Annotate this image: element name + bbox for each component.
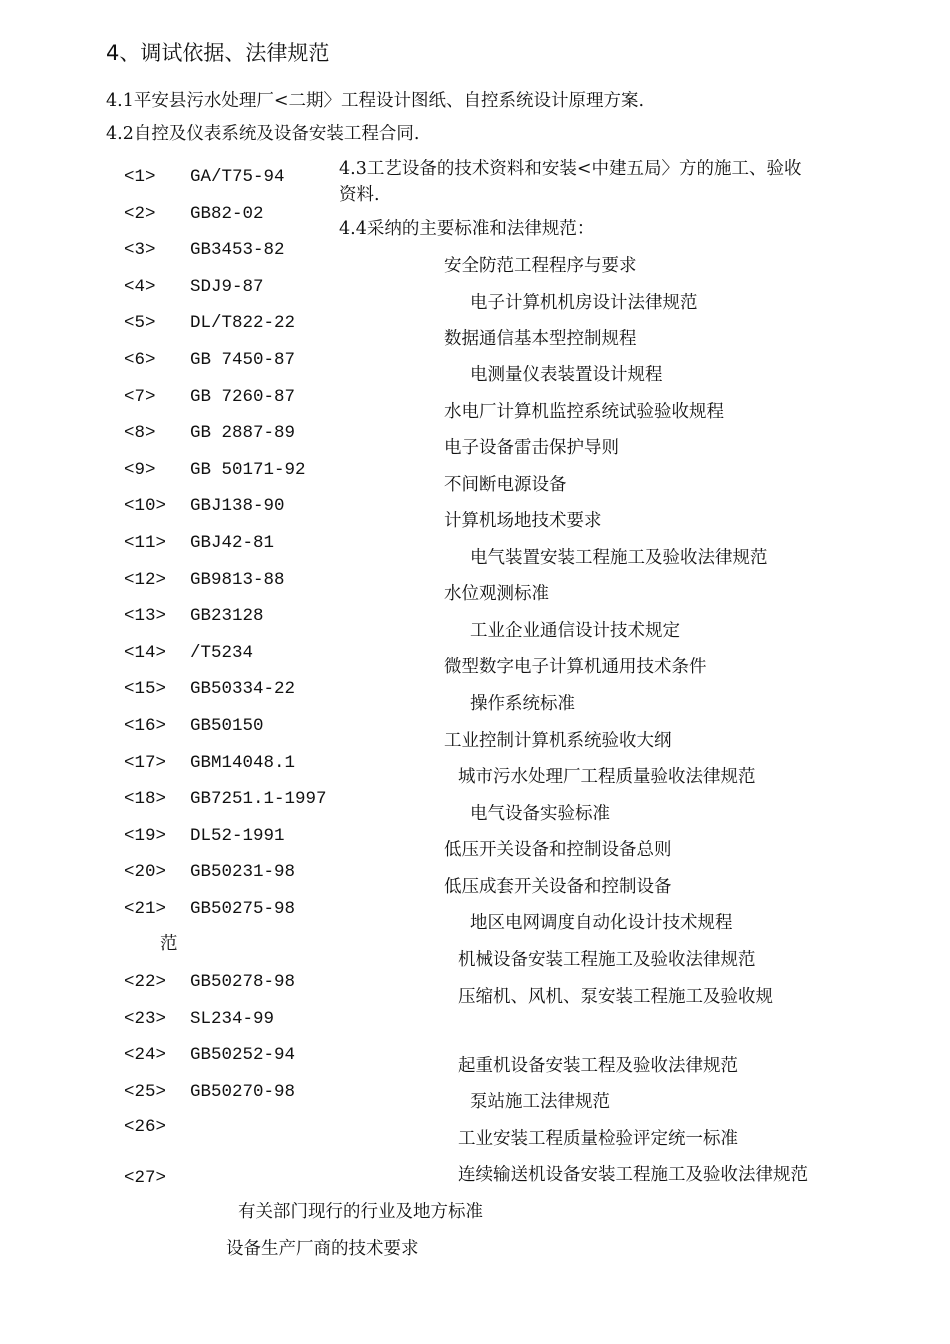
standard-title: 压缩机、风机、泵安装工程施工及验收规 <box>458 987 773 1007</box>
standard-code: /T5234 <box>190 642 254 663</box>
standard-title: 不间断电源设备 <box>444 475 567 495</box>
standard-number: <26> <box>124 1117 167 1137</box>
standard-number: <21> <box>124 899 167 919</box>
standard-title: 电测量仪表装置设计规程 <box>470 365 663 385</box>
standard-number: <19> <box>124 825 167 846</box>
standard-title: 计算机场地技术要求 <box>444 511 602 531</box>
standard-title: 操作系统标准 <box>470 694 575 714</box>
standard-number: <25> <box>124 1082 167 1102</box>
standard-title: 电子设备雷击保护导则 <box>444 438 619 458</box>
standard-title: 电子计算机机房设计法律规范 <box>470 293 698 313</box>
standard-number: <13> <box>124 606 167 627</box>
standard-number: <24> <box>124 1045 167 1066</box>
standard-number: <22> <box>124 972 167 993</box>
standard-number: <23> <box>124 1008 167 1029</box>
standard-number: <18> <box>124 789 167 810</box>
standard-number: <2> <box>124 203 156 224</box>
standard-number: <6> <box>124 350 156 370</box>
standard-number: <15> <box>124 679 167 700</box>
standard-number: <8> <box>124 423 156 444</box>
standard-title: 电气装置安装工程施工及验收法律规范 <box>470 548 768 568</box>
standard-title: 工业控制计算机系统验收大纲 <box>444 731 672 751</box>
standard-code: GB7251.1-1997 <box>190 789 327 810</box>
standard-title: 电气设备实验标准 <box>470 804 610 824</box>
standard-code: GB50270-98 <box>190 1082 296 1102</box>
paragraph-4-3-line1: 4.3工艺设备的技术资料和安装<中建五局〉方的施工、验收 <box>339 159 802 179</box>
standard-number: <27> <box>124 1168 167 1188</box>
standard-number: <12> <box>124 569 167 590</box>
paragraph-4-1: 4.1平安县污水处理厂<二期〉工程设计图纸、自控系统设计原理方案. <box>106 91 645 111</box>
paragraph-4-3-line2: 资料. <box>339 185 380 205</box>
paragraph-4-2: 4.2自控及仪表系统及设备安装工程合同. <box>106 124 420 144</box>
standard-title: 城市污水处理厂工程质量验收法律规范 <box>458 767 756 787</box>
standard-title: 低压成套开关设备和控制设备 <box>444 877 672 897</box>
wrapped-char: 范 <box>160 934 178 954</box>
standard-code: GB82-02 <box>190 203 264 224</box>
standard-number: <10> <box>124 496 167 517</box>
standard-code: GB3453-82 <box>190 240 285 261</box>
standard-title: 低压开关设备和控制设备总则 <box>444 840 672 860</box>
standard-number: <17> <box>124 752 167 773</box>
standard-title: 起重机设备安装工程及验收法律规范 <box>458 1056 738 1076</box>
standard-number: <9> <box>124 459 156 480</box>
standard-title: 安全防范工程程序与要求 <box>444 256 637 276</box>
standard-number: <14> <box>124 642 167 663</box>
standard-code: GB 2887-89 <box>190 423 296 444</box>
standard-code: GB50252-94 <box>190 1045 296 1066</box>
standard-code: DL52-1991 <box>190 825 285 846</box>
standard-number: <11> <box>124 533 167 553</box>
standard-code: GB 7260-87 <box>190 386 296 407</box>
standard-code: GBJ138-90 <box>190 496 285 517</box>
standard-code: GB50150 <box>190 716 264 736</box>
standard-title: 数据通信基本型控制规程 <box>444 329 637 349</box>
standard-code: GB50231-98 <box>190 862 296 883</box>
standard-code: SL234-99 <box>190 1008 275 1029</box>
standard-number: <4> <box>124 276 156 297</box>
standard-code: GBM14048.1 <box>190 752 296 773</box>
standard-title: 水电厂计算机监控系统试验验收规程 <box>444 402 724 422</box>
standard-number: <1> <box>124 167 156 187</box>
standard-title: 水位观测标准 <box>444 584 549 604</box>
section-heading: 4、调试依据、法律规范 <box>106 41 330 65</box>
standard-title: 机械设备安装工程施工及验收法律规范 <box>458 950 756 970</box>
standard-code: GA/T75-94 <box>190 167 285 187</box>
standard-number: <3> <box>124 240 156 261</box>
standard-number: <5> <box>124 313 156 334</box>
standard-number: <16> <box>124 716 167 736</box>
standard-title: 连续输送机设备安装工程施工及验收法律规范 <box>458 1165 808 1185</box>
standard-title: 微型数字电子计算机通用技术条件 <box>444 657 707 677</box>
standard-title: 泵站施工法律规范 <box>470 1092 610 1112</box>
standard-code: DL/T822-22 <box>190 313 296 334</box>
standard-code: GB 7450-87 <box>190 350 296 370</box>
standard-code: SDJ9-87 <box>190 276 264 297</box>
paragraph-4-4: 4.4采纳的主要标准和法律规范： <box>339 219 595 239</box>
standard-title: 工业企业通信设计技术规定 <box>470 621 680 641</box>
standard-number: <20> <box>124 862 167 883</box>
standard-code: GB23128 <box>190 606 264 627</box>
standard-code: GB50275-98 <box>190 899 296 919</box>
standard-title: 地区电网调度自动化设计技术规程 <box>470 913 733 933</box>
standard-number: <7> <box>124 386 156 407</box>
tail-line-2: 设备生产厂商的技术要求 <box>226 1239 419 1259</box>
standard-code: GB 50171-92 <box>190 459 306 480</box>
standard-code: GB9813-88 <box>190 569 285 590</box>
standard-code: GB50334-22 <box>190 679 296 700</box>
standard-code: GB50278-98 <box>190 972 296 993</box>
tail-line-1: 有关部门现行的行业及地方标准 <box>238 1202 483 1222</box>
standard-title: 工业安装工程质量检验评定统一标准 <box>458 1129 738 1149</box>
standard-code: GBJ42-81 <box>190 533 275 553</box>
